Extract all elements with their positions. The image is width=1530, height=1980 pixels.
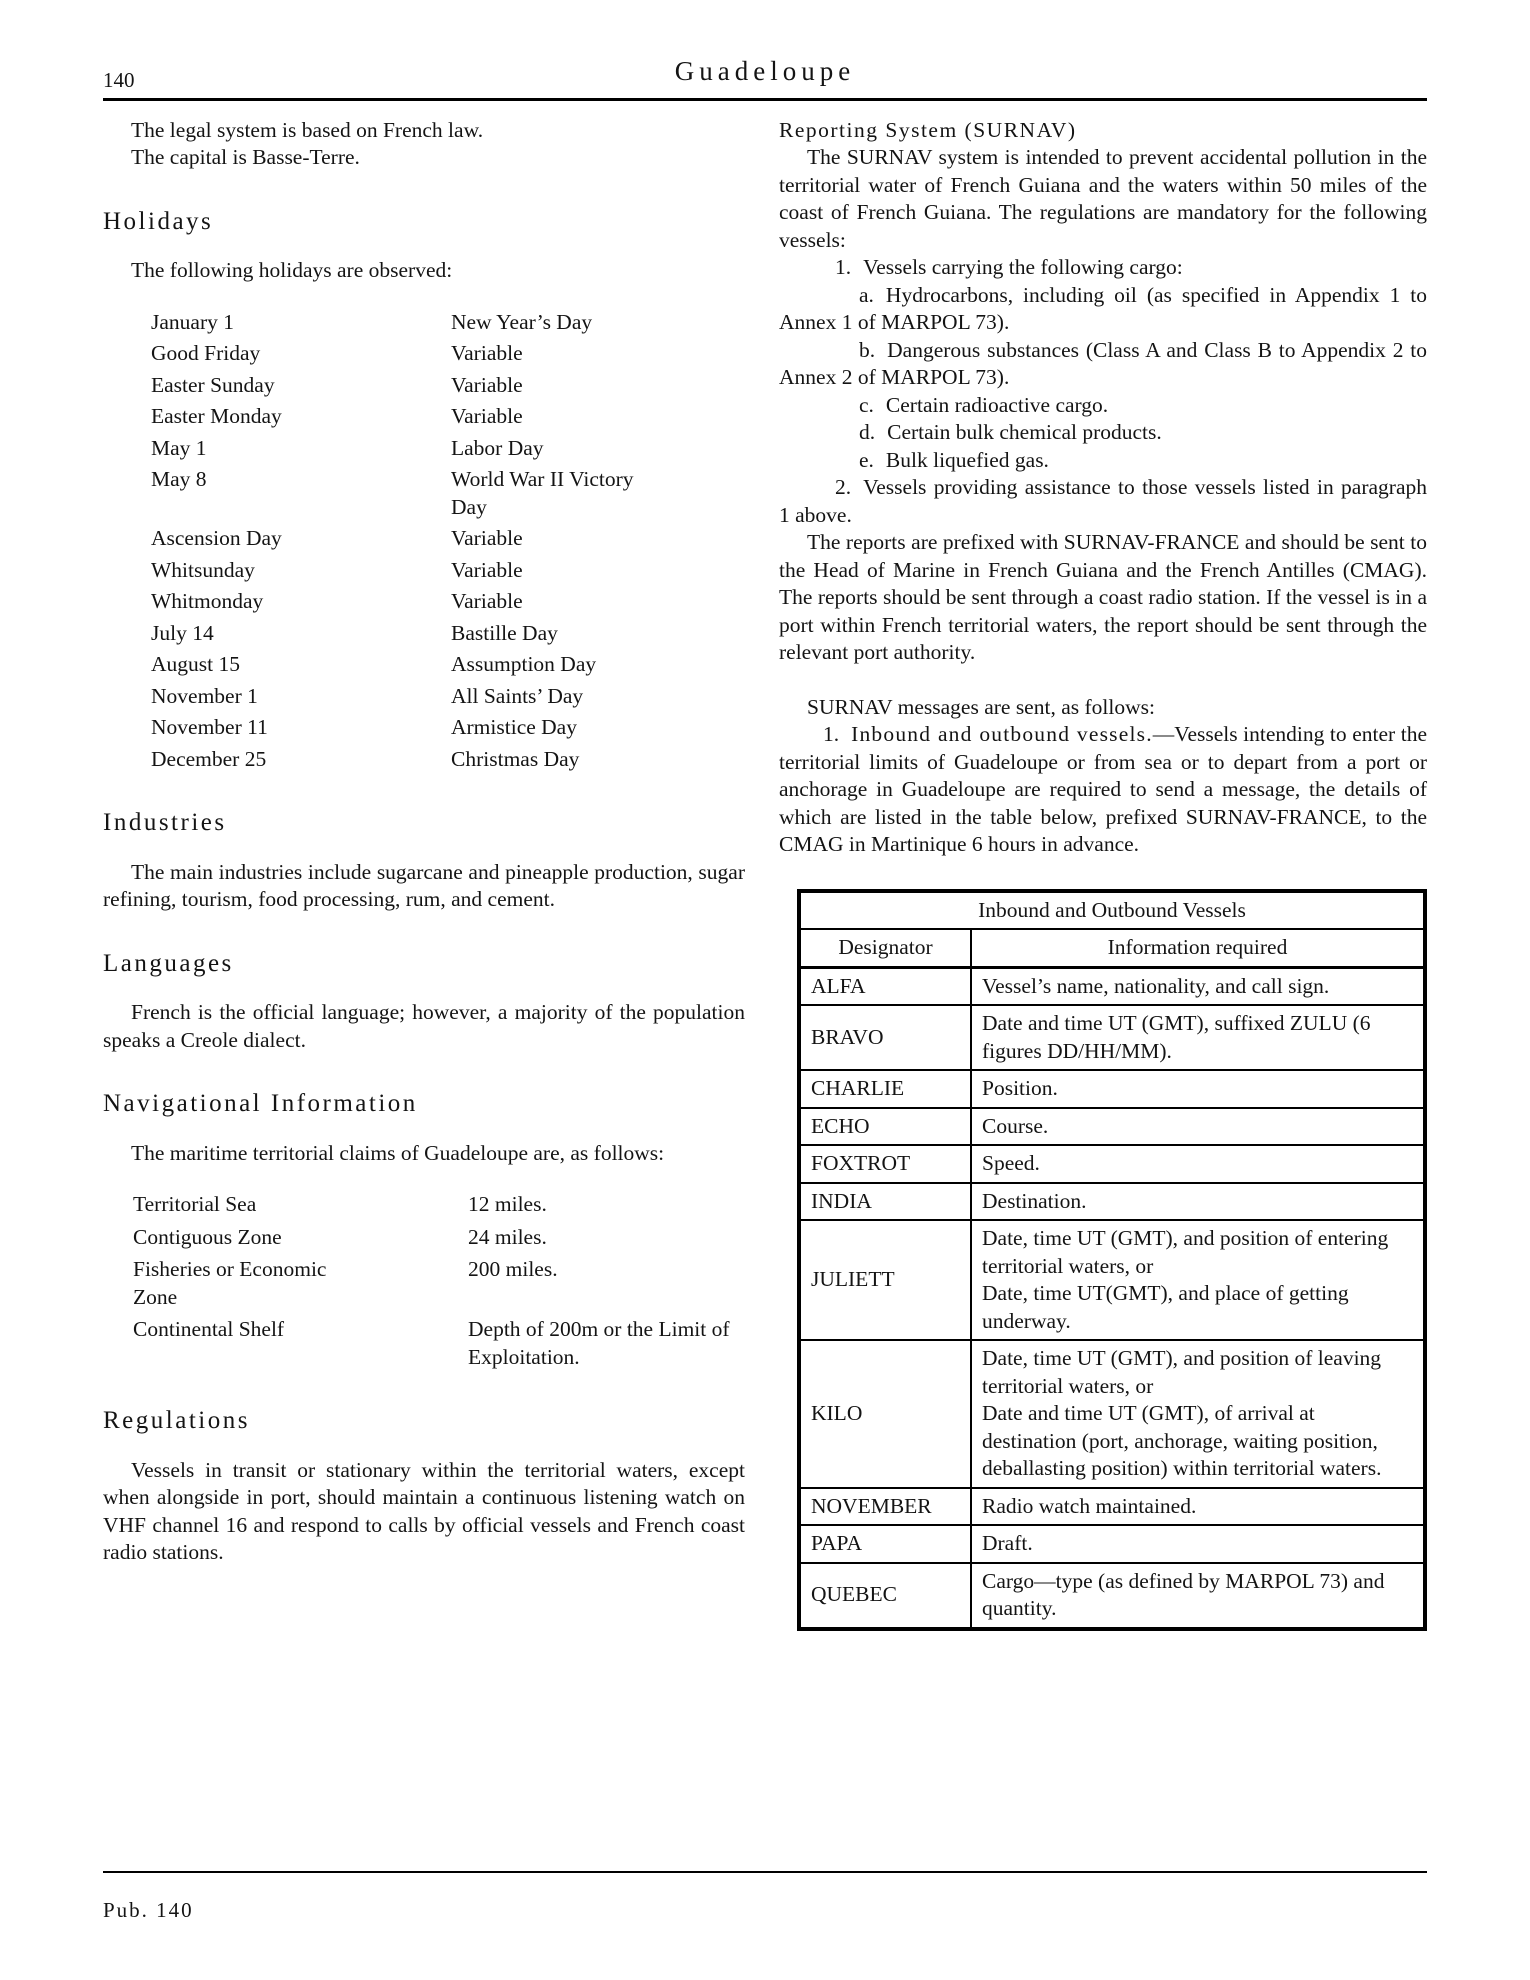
claim-row: [133, 1316, 745, 1371]
surnav-paragraph-2: The reports are prefixed with SURNAV-FRANCE and should be sent to the Head of Marine in French Guiana and the French Antilles (CMAG). The reports should be sent through a coast radio station. If the vessel is in a port within French territorial waters, the report should be sent through the relevant port authority.: [779, 530, 1427, 664]
holiday-name: Christmas Day: [451, 746, 580, 771]
table-row: [799, 1563, 1425, 1629]
claim-value: 200 miles.: [468, 1257, 558, 1281]
holiday-name: Variable: [451, 557, 523, 582]
page-number: 140: [103, 68, 135, 92]
holiday-row: [151, 683, 745, 711]
holiday-name: Bastille Day: [451, 620, 558, 645]
holiday-name: Variable: [451, 341, 523, 365]
column-header-designator: Designator: [799, 929, 971, 967]
designator-cell: NOVEMBER: [799, 1488, 971, 1526]
table-row: [799, 1525, 1425, 1563]
table-title: Inbound and Outbound Vessels: [799, 891, 1425, 930]
holiday-name: All Saints’ Day: [451, 683, 584, 708]
list-item-label: a.: [859, 282, 874, 307]
designator-cell: JULIETT: [799, 1220, 971, 1340]
holiday-date: May 8: [151, 467, 207, 491]
info-line: Vessel’s name, nationality, and call sign.: [982, 973, 1330, 998]
legal-system-line: The legal system is based on French law.: [131, 117, 484, 142]
info-line: Course.: [982, 1113, 1049, 1138]
list-item-label: 1.: [823, 722, 840, 746]
cargo-list-item: [779, 282, 1427, 337]
info-cell: [971, 1145, 1425, 1183]
holiday-name: Variable: [451, 589, 523, 613]
holiday-row: [151, 557, 745, 585]
claim-value: Depth of 200m or the Limit of Exploitation.: [468, 1317, 730, 1369]
table-row: [799, 967, 1425, 1005]
table-title-row: [799, 891, 1425, 930]
info-cell: [971, 1340, 1425, 1488]
page-header: [103, 58, 1427, 101]
holiday-date: July 14: [151, 620, 214, 645]
info-line: Draft.: [982, 1531, 1033, 1555]
holiday-date: Whitsunday: [151, 557, 255, 582]
table-row: [799, 1145, 1425, 1183]
list-item-label: c.: [859, 392, 874, 417]
table-header-row: [799, 929, 1425, 967]
info-line: Destination.: [982, 1188, 1087, 1213]
info-cell: [971, 1525, 1425, 1563]
holiday-date: December 25: [151, 746, 267, 771]
vessels-table-wrapper: [797, 889, 1427, 1631]
holiday-row: [151, 309, 745, 337]
page-title: Guadeloupe: [674, 56, 856, 86]
holiday-row: [151, 372, 745, 400]
list-item-label: 1.: [835, 255, 852, 279]
info-cell: [971, 967, 1425, 1005]
table-row: [799, 1005, 1425, 1070]
reporting-system-heading: Reporting System (SURNAV): [779, 117, 1077, 142]
info-line: Position.: [982, 1076, 1058, 1100]
item-rest-text: —Vessels intending to enter the territorial limits of Guadeloupe or from sea or to depart from a port or anchorage in Guadeloupe are required to send a message, the details of which are listed in the table below, prefixed SURNAV-FRANCE, to the CMAG in Martinique 6 hours in advance.: [779, 722, 1427, 856]
surnav-paragraph-1: The SURNAV system is intended to prevent accidental pollution in the territorial water of French Guiana and the waters within 50 miles of the coast of French Guiana. The regulations are mandatory for the following vessels:: [779, 145, 1427, 252]
cargo-list-item: [779, 392, 1427, 420]
holiday-name: Variable: [451, 404, 523, 428]
holidays-heading: Holidays: [103, 207, 214, 235]
holiday-row: [151, 435, 745, 463]
holiday-name: Assumption Day: [451, 652, 597, 676]
list-item-text: Dangerous substances (Class A and Class B to Appendix 2 to Annex 2 of MARPOL 73).: [779, 337, 1427, 389]
designator-cell: BRAVO: [799, 1005, 971, 1070]
cargo-list-item: [779, 447, 1427, 475]
surnav-messages-intro: SURNAV messages are sent, as follows:: [807, 694, 1155, 719]
holiday-date: Ascension Day: [151, 526, 282, 550]
holiday-row: [151, 651, 745, 679]
holiday-date: November 11: [151, 715, 268, 739]
cargo-list-item: [779, 337, 1427, 392]
holiday-date: November 1: [151, 683, 258, 708]
territorial-claims-list: [133, 1191, 745, 1371]
claim-label: Fisheries or Economic Zone: [133, 1257, 327, 1309]
two-column-layout: [103, 117, 1427, 1631]
industries-heading: Industries: [103, 809, 227, 836]
inbound-outbound-item: [779, 721, 1427, 859]
footer-rule: [103, 1871, 1427, 1873]
page-footer: [103, 1871, 1427, 1925]
capital-line: The capital is Basse-Terre.: [131, 145, 360, 169]
claim-label: Contiguous Zone: [133, 1224, 282, 1249]
claim-label: Territorial Sea: [133, 1192, 257, 1216]
holiday-row: [151, 340, 745, 368]
holiday-date: Good Friday: [151, 341, 261, 365]
info-cell: [971, 1563, 1425, 1629]
navigational-information-intro: The maritime territorial claims of Guadeloupe are, as follows:: [131, 1140, 665, 1165]
navigational-information-heading: Navigational Information: [103, 1090, 418, 1117]
claim-value: 12 miles.: [468, 1192, 547, 1216]
publication-number: Pub. 140: [103, 1897, 194, 1922]
designator-cell: INDIA: [799, 1183, 971, 1221]
table-row: [799, 1183, 1425, 1221]
left-column: [103, 117, 745, 1631]
info-line: Date and time UT (GMT), suffixed ZULU (6 figures DD/HH/MM).: [982, 1011, 1371, 1063]
designator-cell: ECHO: [799, 1108, 971, 1146]
designator-cell: KILO: [799, 1340, 971, 1488]
info-line: Date, time UT (GMT), and position of entering territorial waters, or: [982, 1226, 1389, 1278]
cargo-list-item: [779, 254, 1427, 282]
claim-row: [133, 1191, 745, 1219]
column-header-information: Information required: [971, 929, 1425, 967]
designator-cell: FOXTROT: [799, 1145, 971, 1183]
languages-heading: Languages: [103, 949, 234, 977]
info-cell: [971, 1070, 1425, 1108]
table-row: [799, 1070, 1425, 1108]
list-item-text: Certain bulk chemical products.: [887, 420, 1162, 444]
info-line: Date, time UT (GMT), and position of leaving territorial waters, or: [982, 1346, 1382, 1398]
designator-cell: PAPA: [799, 1525, 971, 1563]
table-row: [799, 1488, 1425, 1526]
holiday-name: New Year’s Day: [451, 309, 593, 334]
holiday-name: Variable: [451, 372, 523, 397]
list-item-text: Bulk liquefied gas.: [885, 447, 1049, 472]
inbound-outbound-vessels-table: [797, 889, 1427, 1631]
info-line: Speed.: [982, 1151, 1040, 1175]
list-item-label: 2.: [835, 475, 852, 499]
table-row: [799, 1108, 1425, 1146]
list-item-label: b.: [859, 337, 876, 362]
info-cell: [971, 1005, 1425, 1070]
cargo-list-item: [779, 419, 1427, 447]
holiday-date: May 1: [151, 435, 207, 460]
list-item-text: Certain radioactive cargo.: [885, 392, 1109, 417]
holiday-row: [151, 588, 745, 616]
holiday-row: [151, 466, 745, 521]
regulations-paragraph: Vessels in transit or stationary within the territorial waters, except when alongside in port, should maintain a continuous listening watch on VHF channel 16 and respond to calls by official vessels and French coast radio stations.: [103, 1457, 745, 1564]
info-cell: [971, 1488, 1425, 1526]
list-item-label: e.: [859, 447, 874, 472]
cargo-list-item: [779, 474, 1427, 529]
info-line: Radio watch maintained.: [982, 1493, 1197, 1518]
holiday-row: [151, 403, 745, 431]
list-item-text: Vessels providing assistance to those vessels listed in paragraph 1 above.: [779, 475, 1427, 527]
claim-value: 24 miles.: [468, 1224, 547, 1249]
holiday-row: [151, 714, 745, 742]
holiday-row: [151, 746, 745, 774]
item-lead-text: Inbound and outbound vessels.: [851, 722, 1153, 746]
regulations-heading: Regulations: [103, 1407, 250, 1434]
info-line: Cargo—type (as defined by MARPOL 73) and quantity.: [982, 1568, 1385, 1620]
holiday-date: August 15: [151, 652, 240, 676]
holiday-date: January 1: [151, 309, 234, 334]
holiday-date: Whitmonday: [151, 589, 264, 613]
designator-cell: QUEBEC: [799, 1563, 971, 1629]
holiday-date: Easter Monday: [151, 404, 282, 428]
languages-paragraph: French is the official language; however, a majority of the population speaks a Creole dialect.: [103, 1000, 745, 1052]
designator-cell: ALFA: [799, 967, 971, 1005]
right-column: [779, 117, 1427, 1631]
holidays-intro: The following holidays are observed:: [131, 258, 453, 282]
claim-row: [133, 1256, 745, 1311]
holiday-name: Variable: [451, 526, 523, 550]
list-item-label: d.: [859, 420, 876, 444]
list-item-text: Hydrocarbons, including oil (as specified in Appendix 1 to Annex 1 of MARPOL 73).: [779, 282, 1427, 334]
holiday-row: [151, 620, 745, 648]
holiday-row: [151, 525, 745, 553]
table-row: [799, 1340, 1425, 1488]
holidays-list: [151, 309, 745, 774]
holiday-date: Easter Sunday: [151, 372, 275, 397]
info-line: Date, time UT(GMT), and place of getting underway.: [982, 1281, 1349, 1333]
designator-cell: CHARLIE: [799, 1070, 971, 1108]
table-row: [799, 1220, 1425, 1340]
holiday-name: Labor Day: [451, 435, 544, 460]
claim-row: [133, 1224, 745, 1252]
info-line: Date and time UT (GMT), of arrival at destination (port, anchorage, waiting position, deballasting position) within territorial waters.: [982, 1401, 1382, 1480]
info-cell: [971, 1220, 1425, 1340]
info-cell: [971, 1108, 1425, 1146]
industries-paragraph: The main industries include sugarcane and pineapple production, sugar refining, tourism, food processing, rum, and cement.: [103, 859, 745, 911]
info-cell: [971, 1183, 1425, 1221]
claim-label: Continental Shelf: [133, 1317, 285, 1341]
holiday-name: Armistice Day: [451, 715, 577, 739]
list-item-text: Vessels carrying the following cargo:: [863, 255, 1183, 279]
holiday-name: World War II Victory Day: [451, 467, 634, 519]
header-rule: [103, 98, 1427, 101]
